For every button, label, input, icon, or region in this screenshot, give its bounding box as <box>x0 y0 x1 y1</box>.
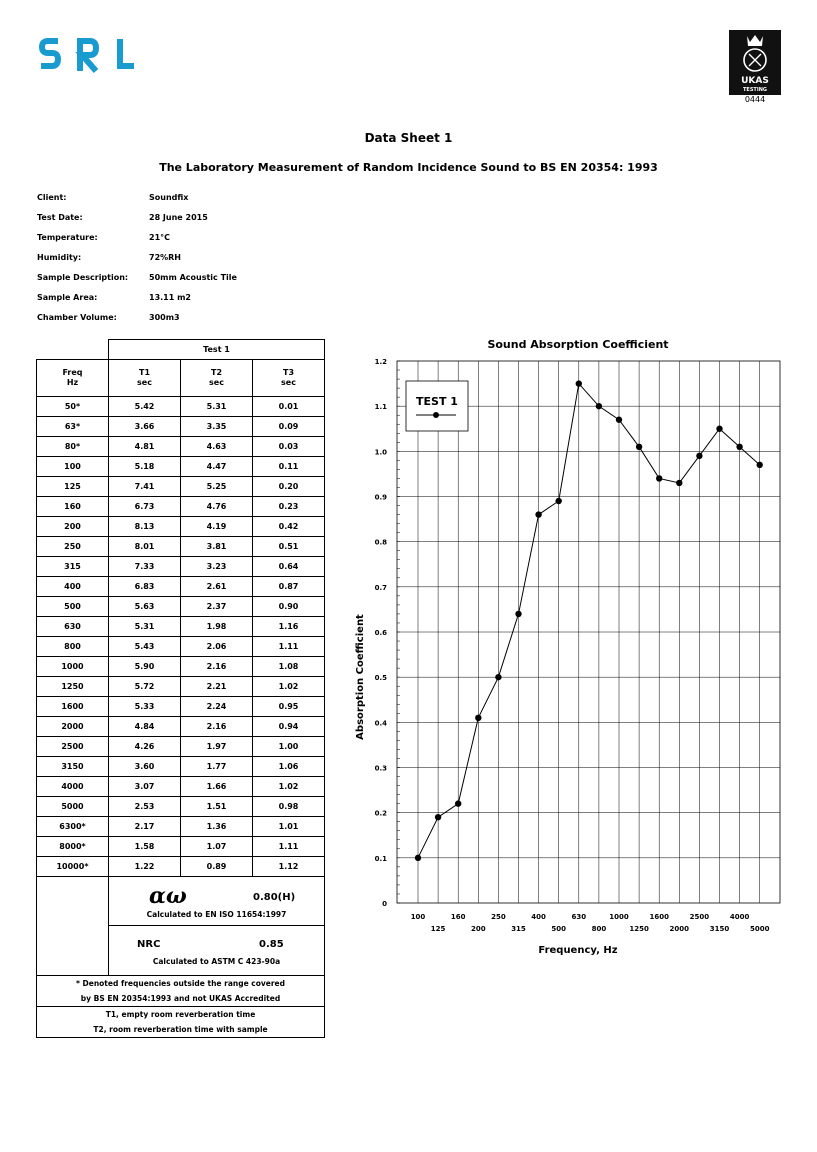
freq-column-header: Freq Hz <box>37 360 109 397</box>
table-row <box>37 817 325 837</box>
sheet-subtitle: The Laboratory Measurement of Random Incidence Sound to BS EN 20354: 1993 <box>159 161 658 174</box>
data-point <box>616 417 622 423</box>
t3-cell: 1.02 <box>253 677 325 697</box>
chart-title: Sound Absorption Coefficient <box>487 338 669 351</box>
t3-cell: 0.64 <box>253 557 325 577</box>
freq-cell: 1250 <box>37 677 109 697</box>
t3-cell: 1.06 <box>253 757 325 777</box>
t2-cell: 2.61 <box>181 577 253 597</box>
data-point <box>716 426 722 432</box>
x-tick-label: 800 <box>591 925 607 933</box>
table-row <box>37 857 325 877</box>
t2-cell: 5.25 <box>181 477 253 497</box>
t3-cell: 1.01 <box>253 817 325 837</box>
data-point <box>736 444 742 450</box>
data-point <box>475 715 481 721</box>
table-row <box>37 737 325 757</box>
t3-cell: 0.98 <box>253 797 325 817</box>
table-row <box>37 717 325 737</box>
t3-cell: 0.42 <box>253 517 325 537</box>
t1-column-header: T1 sec <box>109 360 181 397</box>
srl-logo <box>38 36 138 80</box>
x-tick-label: 160 <box>450 913 466 921</box>
data-point <box>696 453 702 459</box>
freq-cell: 10000* <box>37 857 109 877</box>
t2-cell: 3.81 <box>181 537 253 557</box>
t1-cell: 7.33 <box>109 557 181 577</box>
t3-cell: 0.87 <box>253 577 325 597</box>
t3-cell: 0.94 <box>253 717 325 737</box>
t2-cell: 2.16 <box>181 717 253 737</box>
x-tick-label: 200 <box>470 925 486 933</box>
t1-cell: 3.07 <box>109 777 181 797</box>
x-tick-label: 250 <box>491 913 506 921</box>
sheet-title: Data Sheet 1 <box>364 131 453 145</box>
t2-cell: 1.97 <box>181 737 253 757</box>
table-row <box>37 417 325 437</box>
info-value: 72%RH <box>149 253 182 262</box>
freq-cell: 315 <box>37 557 109 577</box>
t3-cell: 1.08 <box>253 657 325 677</box>
info-label: Chamber Volume: <box>37 313 117 322</box>
data-point <box>556 498 562 504</box>
nrc-value: 0.85 <box>259 939 284 950</box>
freq-cell: 5000 <box>37 797 109 817</box>
y-tick-label: 0.4 <box>374 719 387 728</box>
y-tick-label: 0.8 <box>374 538 387 547</box>
t2-cell: 1.77 <box>181 757 253 777</box>
t2-cell: 2.21 <box>181 677 253 697</box>
freq-cell: 4000 <box>37 777 109 797</box>
y-tick-label: 0 <box>382 900 387 908</box>
y-tick-label: 0.2 <box>374 809 387 818</box>
freq-cell: 2000 <box>37 717 109 737</box>
t3-cell: 1.00 <box>253 737 325 757</box>
t3-cell: 1.02 <box>253 777 325 797</box>
t2-cell: 1.36 <box>181 817 253 837</box>
t1-cell: 8.13 <box>109 517 181 537</box>
table-row <box>37 617 325 637</box>
table-row <box>37 517 325 537</box>
x-tick-label: 2500 <box>689 913 710 921</box>
t3-column-header: T3 sec <box>253 360 325 397</box>
freq-cell: 250 <box>37 537 109 557</box>
t3-cell: 0.20 <box>253 477 325 497</box>
x-tick-label: 400 <box>531 913 546 921</box>
data-point <box>676 480 682 486</box>
t3-cell: 0.51 <box>253 537 325 557</box>
info-label: Client: <box>37 193 67 202</box>
t1-cell: 4.26 <box>109 737 181 757</box>
info-value: 300m3 <box>149 313 180 322</box>
alpha-w-symbol: αω <box>149 882 187 909</box>
t1-cell: 1.58 <box>109 837 181 857</box>
table-row <box>37 457 325 477</box>
x-tick-label: 2000 <box>669 925 690 933</box>
data-point <box>535 511 541 517</box>
t2-cell: 3.35 <box>181 417 253 437</box>
x-tick-label: 100 <box>410 913 426 921</box>
data-point <box>576 380 582 386</box>
t2-cell: 1.66 <box>181 777 253 797</box>
x-tick-label: 500 <box>551 925 567 933</box>
freq-cell: 400 <box>37 577 109 597</box>
t2-cell: 0.89 <box>181 857 253 877</box>
ukas-label: UKAS <box>741 76 769 86</box>
table-row <box>37 697 325 717</box>
data-point <box>495 674 501 680</box>
t2-cell: 2.24 <box>181 697 253 717</box>
x-tick-label: 5000 <box>749 925 770 933</box>
t1-cell: 7.41 <box>109 477 181 497</box>
x-tick-label: 125 <box>430 925 446 933</box>
x-tick-label: 1000 <box>609 913 629 921</box>
t3-cell: 1.16 <box>253 617 325 637</box>
freq-cell: 6300* <box>37 817 109 837</box>
t2-cell: 2.06 <box>181 637 253 657</box>
freq-cell: 100 <box>37 457 109 477</box>
t1-cell: 5.90 <box>109 657 181 677</box>
x-tick-label: 3150 <box>709 925 730 933</box>
table-row <box>37 397 325 417</box>
data-point <box>455 800 461 806</box>
freq-cell: 3150 <box>37 757 109 777</box>
info-value: Soundfix <box>149 193 189 202</box>
info-value: 13.11 m2 <box>149 293 191 302</box>
t2-cell: 2.16 <box>181 657 253 677</box>
t3-cell: 1.12 <box>253 857 325 877</box>
y-tick-label: 0.7 <box>374 583 387 592</box>
freq-cell: 63* <box>37 417 109 437</box>
t1-cell: 5.18 <box>109 457 181 477</box>
data-point <box>415 855 421 861</box>
x-tick-label: 315 <box>511 925 526 933</box>
absorption-chart <box>348 332 788 966</box>
alpha-w-cell <box>109 877 325 926</box>
table-row <box>37 597 325 617</box>
data-point <box>636 444 642 450</box>
test-group-header: Test 1 <box>109 340 325 360</box>
t1-cell: 2.17 <box>109 817 181 837</box>
t2-column-header: T2 sec <box>181 360 253 397</box>
y-tick-label: 1.1 <box>374 403 387 412</box>
t1-cell: 6.83 <box>109 577 181 597</box>
x-axis-label: Frequency, Hz <box>538 945 618 956</box>
t1-cell: 5.43 <box>109 637 181 657</box>
table-row <box>37 577 325 597</box>
freq-cell: 800 <box>37 637 109 657</box>
t1-cell: 5.31 <box>109 617 181 637</box>
info-label: Sample Area: <box>37 293 98 302</box>
table-row <box>37 497 325 517</box>
t1-cell: 6.73 <box>109 497 181 517</box>
t1-cell: 5.72 <box>109 677 181 697</box>
t1-cell: 5.42 <box>109 397 181 417</box>
t1-cell: 2.53 <box>109 797 181 817</box>
t2-cell: 1.07 <box>181 837 253 857</box>
t3-cell: 1.11 <box>253 837 325 857</box>
t3-cell: 0.01 <box>253 397 325 417</box>
t2-cell: 2.37 <box>181 597 253 617</box>
table-row <box>37 557 325 577</box>
legend <box>406 381 468 431</box>
frequency-note: * Denoted frequencies outside the range covered by BS EN 20354:1993 and not UKAS Accredited <box>37 976 325 1007</box>
freq-cell: 8000* <box>37 837 109 857</box>
ukas-number: 0444 <box>744 95 766 104</box>
table-row <box>37 477 325 497</box>
t2-cell: 3.23 <box>181 557 253 577</box>
y-tick-label: 1.0 <box>374 448 387 457</box>
t1-cell: 4.81 <box>109 437 181 457</box>
info-value: 21°C <box>149 233 171 242</box>
x-tick-label: 4000 <box>729 913 750 921</box>
info-value: 50mm Acoustic Tile <box>149 273 237 282</box>
t3-cell: 0.09 <box>253 417 325 437</box>
freq-cell: 630 <box>37 617 109 637</box>
t3-cell: 0.23 <box>253 497 325 517</box>
nrc-label: NRC <box>137 939 161 950</box>
table-row <box>37 657 325 677</box>
table-row <box>37 797 325 817</box>
freq-cell: 1000 <box>37 657 109 677</box>
y-axis-label: Absorption Coefficient <box>355 614 366 740</box>
table-row <box>37 677 325 697</box>
freq-cell: 125 <box>37 477 109 497</box>
t-definitions-note: T1, empty room reverberation time T2, room reverberation time with sample <box>37 1007 325 1038</box>
info-label: Temperature: <box>37 233 98 242</box>
data-point <box>515 611 521 617</box>
table-row <box>37 757 325 777</box>
freq-cell: 160 <box>37 497 109 517</box>
x-tick-label: 1600 <box>649 913 669 921</box>
data-point <box>435 814 441 820</box>
y-tick-label: 1.2 <box>374 358 387 366</box>
legend-marker <box>433 412 439 418</box>
t1-cell: 8.01 <box>109 537 181 557</box>
freq-cell: 2500 <box>37 737 109 757</box>
table-row <box>37 777 325 797</box>
t3-cell: 0.03 <box>253 437 325 457</box>
freq-cell: 200 <box>37 517 109 537</box>
t3-cell: 1.11 <box>253 637 325 657</box>
y-tick-label: 0.6 <box>374 629 387 637</box>
y-tick-label: 0.9 <box>374 493 387 502</box>
t3-cell: 0.11 <box>253 457 325 477</box>
table-row <box>37 637 325 657</box>
info-value: 28 June 2015 <box>149 213 208 222</box>
t2-cell: 1.51 <box>181 797 253 817</box>
y-tick-label: 0.1 <box>374 854 387 863</box>
table-corner <box>37 340 109 360</box>
freq-cell: 50* <box>37 397 109 417</box>
alpha-w-note: Calculated to EN ISO 11654:1997 <box>146 909 287 919</box>
nrc-cell <box>109 926 325 976</box>
t2-cell: 4.47 <box>181 457 253 477</box>
t1-cell: 3.60 <box>109 757 181 777</box>
ukas-sub: TESTING <box>743 87 767 93</box>
t1-cell: 4.84 <box>109 717 181 737</box>
t2-cell: 5.31 <box>181 397 253 417</box>
series-line <box>418 384 760 858</box>
legend-label: TEST 1 <box>416 395 458 408</box>
t3-cell: 0.95 <box>253 697 325 717</box>
reverberation-table <box>36 339 325 1038</box>
y-tick-label: 0.3 <box>374 764 387 773</box>
t2-cell: 4.76 <box>181 497 253 517</box>
t1-cell: 3.66 <box>109 417 181 437</box>
t2-cell: 4.19 <box>181 517 253 537</box>
table-row <box>37 537 325 557</box>
data-point <box>596 403 602 409</box>
summary-blank <box>37 877 109 976</box>
table-row <box>37 437 325 457</box>
freq-cell: 1600 <box>37 697 109 717</box>
info-label: Humidity: <box>37 253 82 262</box>
freq-cell: 500 <box>37 597 109 617</box>
t1-cell: 5.33 <box>109 697 181 717</box>
t2-cell: 1.98 <box>181 617 253 637</box>
table-row <box>37 837 325 857</box>
nrc-note: Calculated to ASTM C 423-90a <box>152 957 281 966</box>
y-tick-label: 0.5 <box>374 674 387 683</box>
info-label: Test Date: <box>37 213 83 222</box>
t1-cell: 5.63 <box>109 597 181 617</box>
t3-cell: 0.90 <box>253 597 325 617</box>
alpha-w-value: 0.80(H) <box>253 891 296 903</box>
info-label: Sample Description: <box>37 273 129 282</box>
t2-cell: 4.63 <box>181 437 253 457</box>
data-point <box>757 462 763 468</box>
ukas-mark <box>729 30 781 104</box>
data-point <box>656 475 662 481</box>
freq-cell: 80* <box>37 437 109 457</box>
x-tick-label: 1250 <box>629 925 649 933</box>
chart-svg <box>348 332 788 962</box>
t1-cell: 1.22 <box>109 857 181 877</box>
x-tick-label: 630 <box>571 913 587 921</box>
